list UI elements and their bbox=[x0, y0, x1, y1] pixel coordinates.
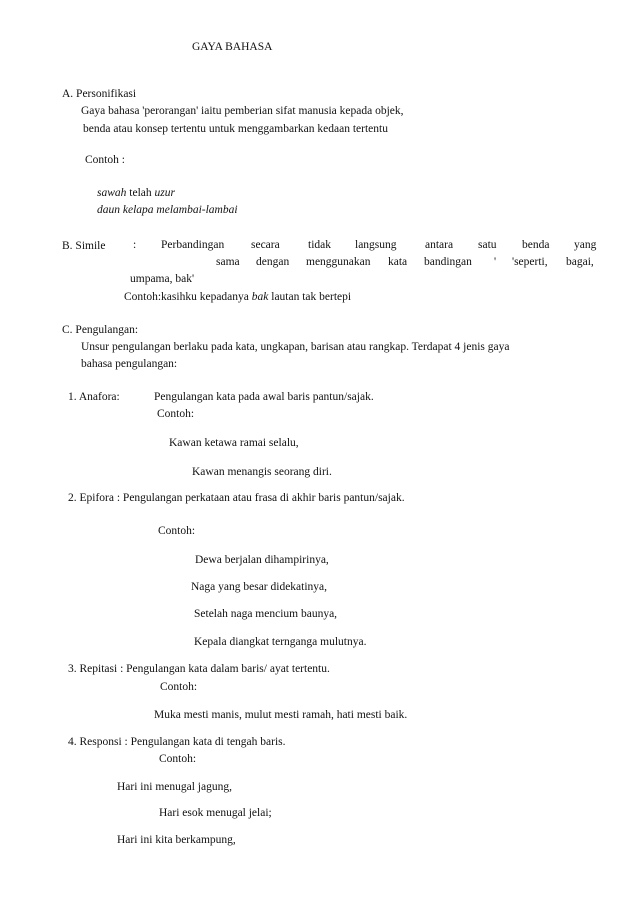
section-c-heading: C. Pengulangan: bbox=[62, 324, 139, 336]
section-a-desc-line2: benda atau konsep tertentu untuk menggambarkan kedaan tertentu bbox=[83, 123, 388, 135]
item-3-contoh: Contoh: bbox=[160, 681, 198, 693]
section-a-example2: daun kelapa melambai-lambai bbox=[97, 204, 238, 216]
section-c-desc-line1: Unsur pengulangan berlaku pada kata, ungkapan, barisan atau rangkap. Terdapat 4 jenis gaya bbox=[81, 341, 510, 353]
simile-word: Perbandingan bbox=[161, 239, 225, 251]
item-2-line3: Setelah naga mencium baunya, bbox=[194, 608, 338, 620]
section-a-heading: A. Personifikasi bbox=[62, 88, 137, 100]
page-title: GAYA BAHASA bbox=[192, 41, 273, 53]
item-2-line1: Dewa berjalan dihampirinya, bbox=[195, 554, 329, 566]
contoh-suffix: lautan tak bertepi bbox=[268, 291, 352, 303]
example1-normal: telah bbox=[126, 187, 155, 199]
item-1-label: 1. Anafora: bbox=[68, 391, 120, 403]
item-1-definition: Pengulangan kata pada awal baris pantun/sajak. bbox=[154, 391, 374, 403]
simile-word: bagai, bbox=[566, 256, 594, 268]
simile-word: sama bbox=[216, 256, 240, 268]
section-b-label: B. Simile bbox=[62, 240, 106, 252]
simile-word: antara bbox=[425, 239, 454, 251]
simile-word: kata bbox=[388, 256, 408, 268]
section-a-desc-line1: Gaya bahasa 'perorangan' iaitu pemberian sifat manusia kepada objek, bbox=[81, 105, 404, 117]
example1-italic-b: uzur bbox=[154, 187, 175, 199]
simile-word: bandingan bbox=[424, 256, 472, 268]
section-a-contoh-label: Contoh : bbox=[85, 154, 125, 166]
item-4-line3: Hari ini kita berkampung, bbox=[117, 834, 236, 846]
item-2-line4: Kepala diangkat ternganga mulutnya. bbox=[194, 636, 367, 648]
item-1-line1: Kawan ketawa ramai selalu, bbox=[169, 437, 299, 449]
item-4-line2: Hari esok menugal jelai; bbox=[159, 807, 272, 819]
item-4-contoh: Contoh: bbox=[159, 753, 197, 765]
contoh-italic: bak bbox=[251, 291, 269, 303]
item-1-line2: Kawan menangis seorang diri. bbox=[192, 466, 332, 478]
contoh-prefix: Contoh:kasihku kepadanya bbox=[124, 291, 252, 303]
item-3-line1: Muka mesti manis, mulut mesti ramah, hati mesti baik. bbox=[154, 709, 408, 721]
item-4-line1: Hari ini menugal jagung, bbox=[117, 781, 232, 793]
section-b-line3: umpama, bak' bbox=[130, 273, 195, 285]
section-b-contoh bbox=[124, 290, 351, 304]
simile-word: tidak bbox=[308, 239, 331, 251]
simile-word: dengan bbox=[256, 256, 290, 268]
section-a-example1 bbox=[97, 186, 175, 200]
item-4-label: 4. Responsi : Pengulangan kata di tengah baris. bbox=[68, 736, 286, 748]
item-2-contoh: Contoh: bbox=[158, 525, 196, 537]
simile-word: ' bbox=[494, 256, 497, 268]
item-3-label: 3. Repitasi : Pengulangan kata dalam baris/ ayat tertentu. bbox=[68, 663, 330, 675]
simile-word: secara bbox=[251, 239, 280, 251]
section-c-desc-line2: bahasa pengulangan: bbox=[81, 358, 178, 370]
item-1-contoh: Contoh: bbox=[157, 408, 195, 420]
simile-word: menggunakan bbox=[306, 256, 371, 268]
simile-word: langsung bbox=[355, 239, 397, 251]
simile-word: satu bbox=[478, 239, 497, 251]
section-b-colon: : bbox=[133, 239, 137, 251]
item-2-line2: Naga yang besar didekatinya, bbox=[191, 581, 328, 593]
simile-word: yang bbox=[574, 239, 597, 251]
simile-word: 'seperti, bbox=[512, 256, 548, 268]
item-2-label: 2. Epifora : Pengulangan perkataan atau frasa di akhir baris pantun/sajak. bbox=[68, 492, 405, 504]
simile-word: benda bbox=[522, 239, 550, 251]
example1-italic-a: sawah bbox=[97, 187, 127, 199]
